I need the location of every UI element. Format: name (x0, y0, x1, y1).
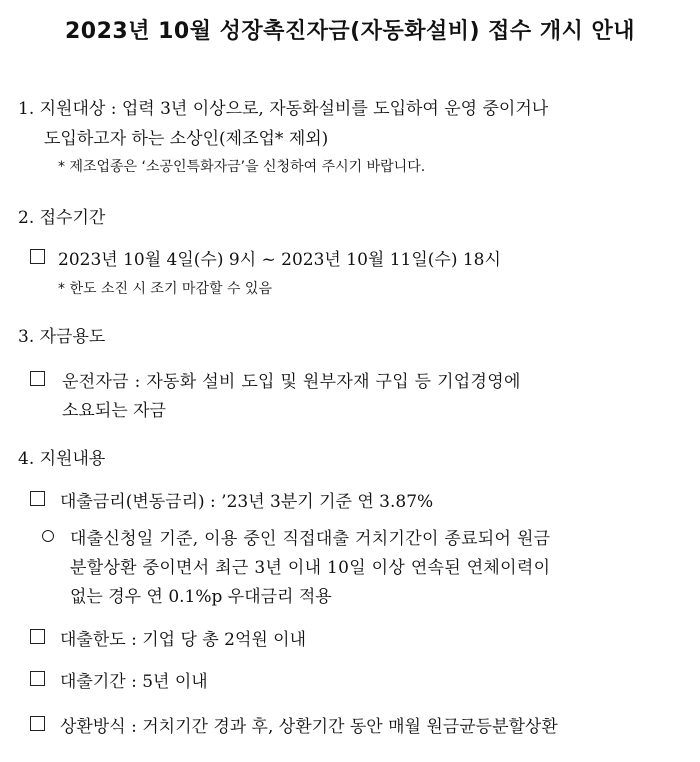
section1-note: * 제조업종은 ‘소공인특화자금’을 신청하여 주시기 바랍니다. (58, 159, 426, 175)
application-period: 2023년 10월 4일(수) 9시 ~ 2023년 10월 11일(수) 18시 (58, 250, 501, 270)
rate-detail-line1: 대출신청일 기준, 이용 중인 직접대출 거치기간이 종료되어 원금 (70, 529, 551, 549)
loan-term: 대출기간 : 5년 이내 (60, 672, 208, 692)
section1-heading-continued: 도입하고자 하는 소상인(제조업* 제외) (44, 129, 329, 149)
section3-heading: 3. 자금용도 (18, 327, 106, 347)
checkbox-icon (30, 371, 45, 386)
checkbox-icon (30, 716, 45, 731)
section4-heading: 4. 지원내용 (18, 449, 106, 469)
rate-detail-line3: 없는 경우 연 0.1%p 우대금리 적용 (70, 587, 332, 607)
loan-limit: 대출한도 : 기업 당 총 2억원 이내 (60, 630, 307, 650)
checkbox-icon (30, 491, 45, 506)
fund-usage-line2: 소요되는 자금 (62, 401, 166, 421)
section1-heading: 1. 지원대상 : 업력 3년 이상으로, 자동화설비를 도입하여 운영 중이거나 (18, 99, 549, 119)
rate-detail-line2: 분할상환 중이면서 최근 3년 이내 10일 이상 연속된 연체이력이 (70, 558, 551, 578)
checkbox-icon (30, 671, 45, 686)
circle-bullet-icon (42, 530, 54, 542)
section2-note: * 한도 소진 시 조기 마감할 수 있음 (58, 281, 272, 297)
loan-rate: 대출금리(변동금리) : ’23년 3분기 기준 연 3.87% (60, 492, 434, 512)
page-title: 2023년 10월 성장촉진자금(자동화설비) 접수 개시 안내 (64, 19, 636, 44)
section2-heading: 2. 접수기간 (18, 208, 106, 228)
checkbox-icon (30, 249, 45, 264)
checkbox-icon (30, 629, 45, 644)
fund-usage-line1: 운전자금 : 자동화 설비 도입 및 원부자재 구입 등 기업경영에 (62, 372, 521, 392)
repayment-method: 상환방식 : 거치기간 경과 후, 상환기간 동안 매월 원금균등분할상환 (60, 717, 558, 737)
